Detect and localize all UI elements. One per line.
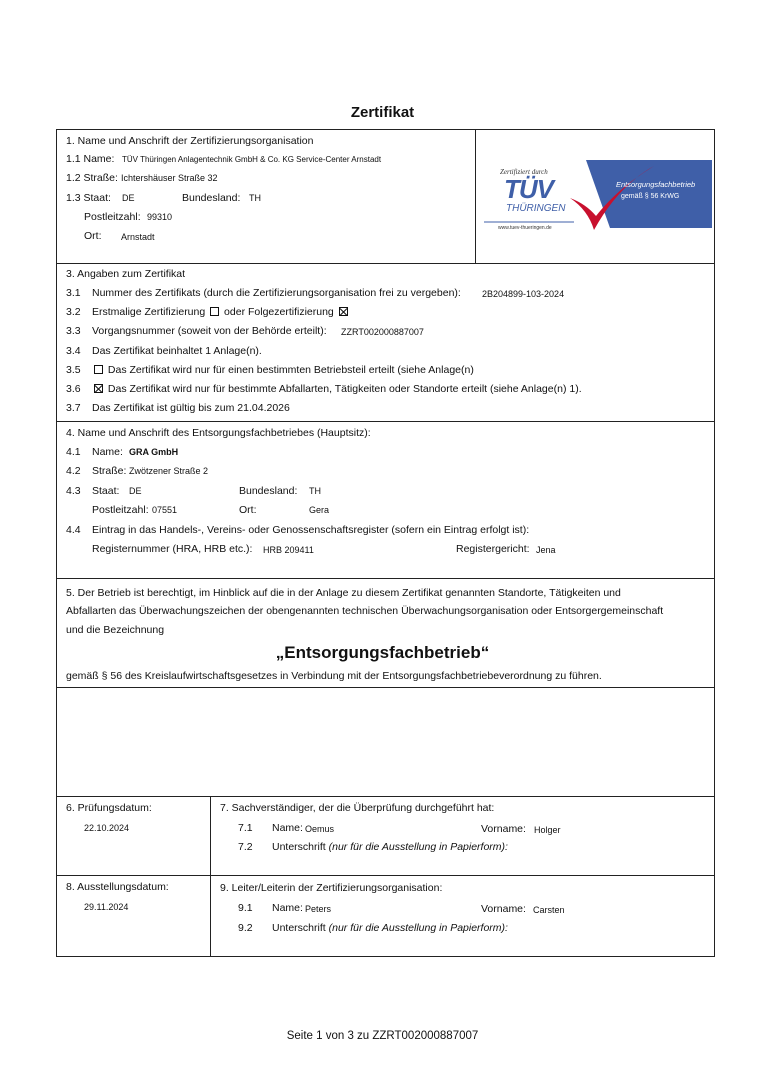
section-4-heading: 4. Name und Anschrift des Entsorgungsfachbetriebes (Hauptsitz):	[66, 427, 371, 439]
item-3-5-number: 3.5	[66, 364, 81, 376]
org-ort-label: Ort:	[84, 230, 102, 242]
register-court-label: Registergericht:	[456, 543, 530, 555]
signature-label-text: Unterschrift	[272, 922, 326, 934]
logo-tuv-text: TÜV	[504, 174, 553, 204]
document-title: Zertifikat	[350, 104, 415, 121]
org-name-label: 1.1 Name:	[66, 153, 115, 165]
head-signature-label	[272, 922, 508, 934]
section-1-box	[56, 129, 476, 264]
logo-url-text: www.tuev-thueringen.de	[498, 225, 552, 231]
item-4-4-text: Eintrag in das Handels-, Vereins- oder Genossenschaftsregister (sofern ein Eintrag erfolgt ist):	[92, 524, 530, 536]
entsorgungsfachbetrieb-title: „Entsorgungsfachbetrieb“	[275, 643, 490, 662]
expert-name-label: Name:	[272, 822, 303, 834]
company-street-label: Straße:	[92, 465, 127, 477]
company-plz-value: 07551	[152, 505, 178, 515]
signature-label-text: Unterschrift	[272, 841, 326, 853]
item-3-6-text: Das Zertifikat wird nur für bestimmte Abfallarten, Tätigkeiten oder Standorte erteilt (siehe Anlage(n) 1).	[107, 383, 582, 395]
follow-up-certification-label: oder Folgezertifizierung	[224, 306, 334, 318]
expert-name-value: Oemus	[305, 824, 335, 834]
item-3-7-number: 3.7	[66, 402, 81, 414]
first-certification-checkbox	[210, 307, 219, 316]
item-7-2-number: 7.2	[238, 841, 253, 853]
tuv-certification-logo-icon	[478, 158, 712, 236]
follow-up-certification-checkbox	[339, 307, 348, 316]
item-3-6-number: 3.6	[66, 383, 81, 395]
logo-region-text: THÜRINGEN	[506, 203, 566, 214]
empty-area-box	[56, 687, 715, 797]
first-certification-label: Erstmalige Zertifizierung	[92, 306, 206, 318]
signature-note-text: (nur für die Ausstellung in Papierform):	[328, 841, 508, 853]
item-4-4-number: 4.4	[66, 524, 81, 536]
item-3-3-number: 3.3	[66, 325, 81, 337]
section-5-line-1: 5. Der Betrieb ist berechtigt, im Hinblick auf die in der Anlage zu diesem Zertifikat genannten Standorte, Tätigkeiten und	[66, 587, 621, 599]
section-3-heading: 3. Angaben zum Zertifikat	[66, 268, 186, 280]
item-4-1-number: 4.1	[66, 446, 81, 458]
item-3-5-text: Das Zertifikat wird nur für einen bestimmten Betriebsteil erteilt (siehe Anlage(n)	[107, 364, 474, 376]
org-ort-value: Arnstadt	[121, 232, 155, 242]
item-3-3-text: Vorgangsnummer (soweit von der Behörde erteilt):	[92, 325, 327, 337]
org-bundesland-label: Bundesland:	[182, 192, 241, 204]
certificate-number: 2B204899-103-2024	[482, 289, 565, 299]
head-firstname-value: Carsten	[533, 905, 565, 915]
specific-waste-checkbox	[94, 384, 103, 393]
section-4-box	[56, 421, 715, 579]
logo-banner-line1: Entsorgungsfachbetrieb	[616, 180, 696, 189]
org-street-value: Ichtershäuser Straße 32	[121, 173, 218, 183]
company-bundesland-value: TH	[309, 486, 321, 496]
page-footer: Seite 1 von 3 zu ZZRT002000887007	[286, 1030, 479, 1042]
item-7-1-number: 7.1	[238, 822, 253, 834]
issue-date-label: 8. Ausstellungsdatum:	[66, 881, 169, 893]
procedure-number: ZZRT002000887007	[341, 327, 424, 337]
head-name-label: Name:	[272, 902, 303, 914]
company-ort-label: Ort:	[239, 504, 257, 516]
company-ort-value: Gera	[309, 505, 330, 515]
register-number-label: Registernummer (HRA, HRB etc.):	[92, 543, 253, 555]
operational-part-checkbox	[94, 365, 103, 374]
logo-banner-line2: gemäß § 56 KrWG	[621, 193, 680, 200]
company-plz-label: Postleitzahl:	[92, 504, 149, 516]
expert-firstname-value: Holger	[534, 825, 561, 835]
company-name-label: Name:	[92, 446, 123, 458]
org-name-value: TÜV Thüringen Anlagentechnik GmbH & Co. KG Service-Center Arnstadt	[122, 155, 382, 164]
org-state-label: 1.3 Staat:	[66, 192, 111, 204]
register-court-value: Jena	[536, 545, 556, 555]
head-label: 9. Leiter/Leiterin der Zertifizierungsorganisation:	[220, 882, 443, 894]
item-3-1-number: 3.1	[66, 287, 81, 299]
org-plz-label: Postleitzahl:	[84, 211, 141, 223]
item-3-2-number: 3.2	[66, 306, 81, 318]
logo-zertifiziert-text: Zertifiziert durch	[500, 168, 548, 176]
register-number-value: HRB 209411	[263, 545, 314, 555]
item-9-1-number: 9.1	[238, 902, 253, 914]
item-3-5-row	[92, 364, 474, 376]
org-bundesland-value: TH	[249, 193, 261, 203]
org-street-label: 1.2 Straße:	[66, 172, 118, 184]
head-firstname-label: Vorname:	[481, 903, 526, 915]
company-state-label: Staat:	[92, 485, 120, 497]
item-3-2-text	[92, 306, 350, 318]
item-4-3-number: 4.3	[66, 485, 81, 497]
company-name-value: GRA GmbH	[129, 447, 179, 457]
exam-date-value: 22.10.2024	[84, 823, 130, 833]
section-5-line-4: gemäß § 56 des Kreislaufwirtschaftsgesetzes in Verbindung mit der Entsorgungsfachbetriebeverordnung zu führen.	[66, 670, 602, 682]
company-street-value: Zwötzener Straße 2	[129, 466, 209, 476]
expert-label: 7. Sachverständiger, der die Überprüfung durchgeführt hat:	[220, 802, 495, 814]
signature-note-text: (nur für die Ausstellung in Papierform):	[328, 922, 508, 934]
item-3-4-text: Das Zertifikat beinhaltet 1 Anlage(n).	[92, 345, 262, 357]
org-state-value: DE	[122, 193, 135, 203]
section-5-line-2: Abfallarten das Überwachungszeichen der obengenannten technischen Überwachungsorganisation oder Entsorgergemeinschaft	[66, 605, 664, 617]
expert-signature-label	[272, 841, 508, 853]
item-4-2-number: 4.2	[66, 465, 81, 477]
item-3-1-text: Nummer des Zertifikats (durch die Zertifizierungsorganisation frei zu vergeben):	[92, 287, 461, 299]
org-plz-value: 99310	[147, 212, 173, 222]
item-3-4-number: 3.4	[66, 345, 81, 357]
section-5-line-3: und die Bezeichnung	[66, 624, 165, 636]
head-name-value: Peters	[305, 904, 332, 914]
expert-firstname-label: Vorname:	[481, 823, 526, 835]
issue-date-value: 29.11.2024	[84, 902, 129, 912]
item-9-2-number: 9.2	[238, 922, 253, 934]
item-3-7-text: Das Zertifikat ist gültig bis zum 21.04.2026	[92, 402, 290, 414]
item-3-6-row	[92, 383, 582, 395]
company-bundesland-label: Bundesland:	[239, 485, 298, 497]
company-state-value: DE	[129, 486, 142, 496]
section-1-heading: 1. Name und Anschrift der Zertifizierungsorganisation	[66, 135, 314, 147]
exam-date-label: 6. Prüfungsdatum:	[66, 802, 152, 814]
